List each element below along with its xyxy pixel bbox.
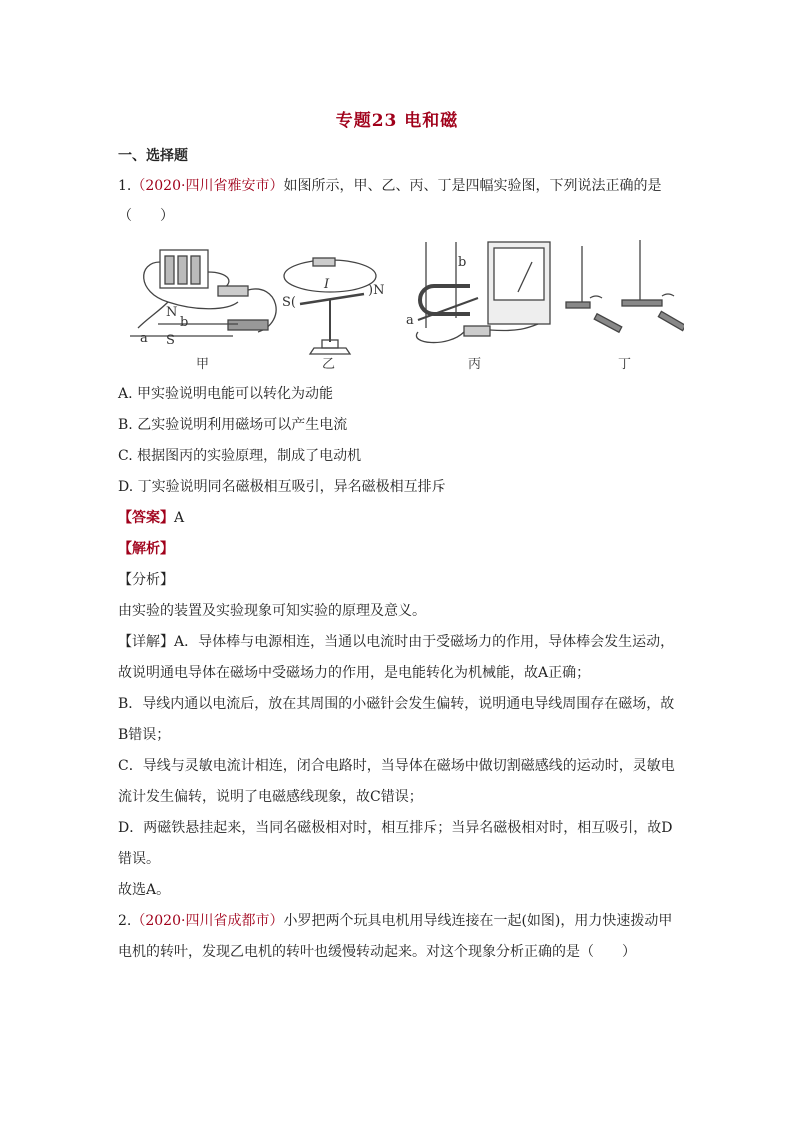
svg-text:)N: )N xyxy=(368,283,385,298)
figure-label-ding: 丁 xyxy=(618,357,632,372)
svg-text:S: S xyxy=(166,333,175,348)
detail-text-1: A．导体棒与电源相连，当通以电流时由于受磁场力的作用，导体棒会发生运动， xyxy=(174,634,675,650)
svg-text:a: a xyxy=(406,313,414,328)
svg-text:S(: S( xyxy=(282,295,296,310)
detail-line-3: B．导线内通以电流后，放在其周围的小磁针会发生偏转，说明通电导线周围存在磁场，故 xyxy=(118,696,675,712)
detail-line-2: 故说明通电导体在磁场中受磁场力的作用，是电能转化为机械能，故A正确； xyxy=(118,665,591,681)
svg-text:N: N xyxy=(166,305,178,320)
page-title: 专题23 电和磁 xyxy=(335,111,459,131)
detail-tag: 【详解】 xyxy=(118,634,174,650)
fenxi-tag xyxy=(118,570,174,590)
q1-answer-line xyxy=(118,508,184,528)
q2-stem-line2: 电机的转叶，发现乙电机的转叶也缓慢转动起来。对这个现象分析正确的是（ ） xyxy=(118,944,636,960)
q1-stem-line1 xyxy=(118,176,661,196)
analysis-tag-text: 【解析】 xyxy=(118,541,174,557)
detail-line-6: 流计发生偏转，说明了电磁感线现象，故C错误； xyxy=(118,789,423,805)
q1-option-a: A. 甲实验说明电能可以转化为动能 xyxy=(118,386,334,402)
q1-stem-text: 如图所示，甲、乙、丙、丁是四幅实验图，下列说法正确的是 xyxy=(283,178,662,194)
q1-experiment-figure xyxy=(118,232,684,372)
q2-stem-text: 小罗把两个玩具电机用导线连接在一起(如图)，用力快速拨动甲 xyxy=(283,913,673,929)
answer-value: A xyxy=(174,510,185,526)
section-heading: 一、选择题 xyxy=(118,148,188,164)
q1-option-d: D. 丁实验说明同名磁极相互吸引，异名磁极相互排斥 xyxy=(118,479,446,495)
svg-text:a: a xyxy=(140,331,148,346)
answer-tag: 【答案】 xyxy=(118,510,174,526)
q1-option-c: C. 根据图丙的实验原理，制成了电动机 xyxy=(118,448,362,464)
q2-source: （2020·四川省成都市） xyxy=(131,913,284,929)
figure-jia xyxy=(130,250,276,336)
q1-option-b: B. 乙实验说明利用磁场可以产生电流 xyxy=(118,417,348,433)
detail-line-4: B错误； xyxy=(118,727,171,743)
figure-label-jia: 甲 xyxy=(196,357,210,372)
svg-text:b: b xyxy=(458,255,467,270)
detail-line-8: 错误。 xyxy=(118,851,160,867)
q1-number: 1. xyxy=(118,178,132,194)
figure-label-yi: 乙 xyxy=(322,357,336,372)
figure-bing xyxy=(416,242,550,343)
figure-label-bing: 丙 xyxy=(468,357,482,372)
fenxi-tag-text: 【分析】 xyxy=(118,572,174,588)
detail-line-5: C．导线与灵敏电流计相连，闭合电路时，当导体在磁场中做切割磁感线的运动时，灵敏电 xyxy=(118,758,675,774)
svg-text:b: b xyxy=(180,315,189,330)
svg-text:I: I xyxy=(324,277,330,292)
figure-yi xyxy=(284,258,376,354)
q2-stem-line1 xyxy=(118,911,672,931)
analysis-tag xyxy=(118,539,174,559)
detail-line-7: D．两磁铁悬挂起来，当同名磁极相对时，相互排斥；当异名磁极相对时，相互吸引，故D xyxy=(118,820,673,836)
detail-line-9: 故选A。 xyxy=(118,882,171,898)
q1-stem-line2: （ ） xyxy=(118,208,174,224)
fenxi-text: 由实验的装置及实验现象可知实验的原理及意义。 xyxy=(118,603,426,619)
q1-source: （2020·四川省雅安市） xyxy=(131,178,284,194)
q2-number: 2. xyxy=(118,913,132,929)
detail-line-1 xyxy=(118,632,674,652)
figure-ding xyxy=(566,240,684,332)
